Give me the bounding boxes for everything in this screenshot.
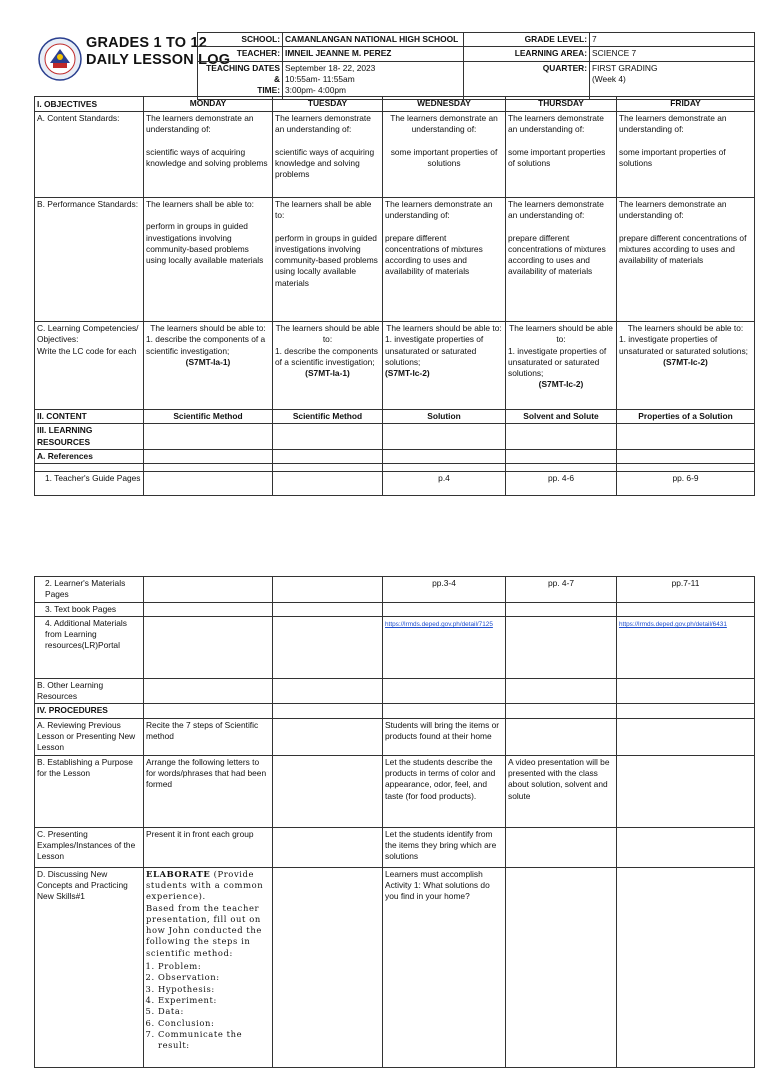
teachers-guide-row xyxy=(35,472,755,496)
quarter-week: (Week 4) xyxy=(592,73,626,84)
procedure-c-wednesday: Let the students identify from the items they bring which are solutions xyxy=(383,827,506,867)
learners-materials-thursday: pp. 4-7 xyxy=(506,577,617,603)
cell-intro: The learners demonstrate an understanding of: xyxy=(146,113,254,135)
elaborate-instructions: Based from the teacher presentation, fill out on how John conducted the following the steps in scientific method: xyxy=(146,902,262,958)
row-label: II. CONTENT xyxy=(35,410,144,424)
additional-materials-friday xyxy=(617,616,755,678)
learning-area-value: SCIENCE 7 xyxy=(590,47,755,61)
performance-standard-tuesday xyxy=(273,198,383,322)
cell-intro: The learners demonstrate an understanding of: xyxy=(508,199,604,221)
cell-body: scientific ways of acquiring knowledge and solving problems xyxy=(275,146,375,180)
textbook-row xyxy=(35,602,755,616)
header-info-table xyxy=(197,32,755,100)
row-label: 2. Learner's Materials Pages xyxy=(35,577,144,603)
cell-intro: The learners demonstrate an understanding of: xyxy=(275,113,371,135)
row-label: A. Content Standards: xyxy=(35,112,144,198)
cell-intro: The learners should be able to: xyxy=(386,323,502,333)
row-label: B. Performance Standards: xyxy=(35,198,144,322)
list-item: 5. Data: xyxy=(158,1006,270,1017)
teaching-date-range: September 18- 22, 2023 xyxy=(285,62,376,73)
teacher-label: TEACHER: xyxy=(198,47,283,61)
cell-body: prepare different concentrations of mixtures according to uses and availability of materials xyxy=(508,232,606,277)
competency-monday xyxy=(144,322,273,410)
additional-materials-row xyxy=(35,616,755,678)
teaching-dates-label-line-1: TEACHING DATES & xyxy=(206,62,280,84)
row-label: 4. Additional Materials from Learning resources(LR)Portal xyxy=(35,616,144,678)
competency-friday xyxy=(617,322,755,410)
teaching-dates-label xyxy=(198,61,283,99)
cell-intro: The learners should be able to: xyxy=(275,323,380,345)
procedure-b-thursday: A video presentation will be presented with the class about solution, solvent and solute xyxy=(506,755,617,827)
cell-body: some important properties of solutions xyxy=(390,146,498,168)
day-header-thursday: THURSDAY xyxy=(506,97,617,112)
grade-level-label: GRADE LEVEL: xyxy=(464,33,590,47)
procedure-a-row xyxy=(35,718,755,755)
list-item: 1. Problem: xyxy=(158,961,270,972)
elaborate-intro xyxy=(146,869,270,903)
cell-intro: The learners shall be able to: xyxy=(275,199,372,221)
teachers-guide-thursday: pp. 4-6 xyxy=(506,472,617,496)
cell-intro: The learners demonstrate an understanding of: xyxy=(508,113,604,135)
cell-body: 1. investigate properties of unsaturated or saturated solutions; xyxy=(508,345,607,379)
row-label: B. Other Learning Resources xyxy=(35,678,144,704)
learners-materials-friday: pp.7-11 xyxy=(617,577,755,603)
objectives-heading: I. OBJECTIVES xyxy=(35,97,144,112)
list-item: 4. Experiment: xyxy=(158,995,270,1006)
elaborate-subtitle: (Provide students with a common experience). xyxy=(146,868,264,902)
teachers-guide-tuesday xyxy=(273,472,383,496)
competencies-label-1: C. Learning Competencies/ xyxy=(37,323,139,333)
lesson-log-header xyxy=(34,32,754,96)
competencies-label-3: Write the LC code for each xyxy=(37,345,137,356)
cell-body: perform in groups in guided investigations involving community-based problems using locally available materials xyxy=(275,232,378,288)
cell-body: scientific ways of acquiring knowledge and solving problems xyxy=(146,146,268,168)
content-standard-monday xyxy=(144,112,273,198)
lesson-log-page-1 xyxy=(34,32,754,504)
content-standard-friday xyxy=(617,112,755,198)
row-label: A. References xyxy=(35,449,144,463)
cell-intro: The learners should be able to: xyxy=(627,323,744,333)
row-label: III. LEARNING RESOURCES xyxy=(35,424,144,450)
day-header-tuesday: TUESDAY xyxy=(273,97,383,112)
teachers-guide-wednesday: p.4 xyxy=(383,472,506,496)
learners-materials-monday xyxy=(144,577,273,603)
day-header-friday: FRIDAY xyxy=(617,97,755,112)
cell-body: prepare different concentrations of mixtures according to uses and availability of materials xyxy=(385,232,483,277)
procedure-b-wednesday: Let the students describe the products in terms of color and appearance, odor, feel, and taste (for food products). xyxy=(383,755,506,827)
objectives-table xyxy=(34,96,755,496)
school-value: CAMANLANGAN NATIONAL HIGH SCHOOL xyxy=(283,33,464,47)
row-label xyxy=(35,322,144,410)
performance-standard-thursday xyxy=(506,198,617,322)
row-label: 1. Teacher's Guide Pages xyxy=(35,472,144,496)
procedures-table xyxy=(34,576,755,1068)
row-label: A. Reviewing Previous Lesson or Presenting New Lesson xyxy=(35,718,144,755)
performance-standard-friday xyxy=(617,198,755,322)
cell-body: 1. investigate properties of unsaturated or saturated solutions; xyxy=(619,334,748,356)
cell-body: 1. investigate properties of unsaturated or saturated solutions; xyxy=(385,334,484,367)
content-row xyxy=(35,410,755,424)
teaching-time-1: 10:55am- 11:55am xyxy=(285,73,355,84)
procedure-c-monday: Present it in front each group xyxy=(144,827,273,867)
learners-materials-tuesday xyxy=(273,577,383,603)
competency-thursday xyxy=(506,322,617,410)
row-label: IV. PROCEDURES xyxy=(35,704,144,718)
procedure-a-monday: Recite the 7 steps of Scientific method xyxy=(144,718,273,755)
lesson-log-page-2 xyxy=(34,576,754,1051)
deped-seal-icon xyxy=(38,37,82,81)
cell-body: 1. describe the components of a scientific investigation; xyxy=(275,345,378,367)
content-monday: Scientific Method xyxy=(144,410,273,424)
quarter-value xyxy=(590,61,755,99)
procedure-c-row xyxy=(35,827,755,867)
cell-body: some important properties of solutions xyxy=(508,146,606,168)
learning-area-label: LEARNING AREA: xyxy=(464,47,590,61)
cell-intro: The learners should be able to: xyxy=(509,323,613,345)
day-header-wednesday: WEDNESDAY xyxy=(383,97,506,112)
cell-intro: The learners demonstrate an understanding of: xyxy=(390,113,498,135)
learners-materials-wednesday: pp.3-4 xyxy=(383,577,506,603)
day-header-monday: MONDAY xyxy=(144,97,273,112)
form-title-line-1: GRADES 1 TO 12 xyxy=(86,35,207,51)
content-thursday: Solvent and Solute xyxy=(506,410,617,424)
teacher-value: IMNEIL JEANNE M. PEREZ xyxy=(283,47,464,61)
list-item: 3. Hypothesis: xyxy=(158,984,270,995)
form-title-line-2: DAILY LESSON LOG xyxy=(86,52,231,68)
content-tuesday: Scientific Method xyxy=(273,410,383,424)
teaching-dates-value xyxy=(283,61,464,99)
teachers-guide-friday: pp. 6-9 xyxy=(617,472,755,496)
content-wednesday: Solution xyxy=(383,410,506,424)
teaching-time-2: 3:00pm- 4:00pm xyxy=(285,85,346,96)
teachers-guide-monday xyxy=(144,472,273,496)
lr-portal-link[interactable]: https://lrmds.deped.gov.ph/detail/6431 xyxy=(619,620,727,628)
performance-standard-monday xyxy=(144,198,273,322)
procedure-b-monday: Arrange the following letters to for words/phrases that had been formed xyxy=(144,755,273,827)
list-item: 2. Observation: xyxy=(158,972,270,983)
competencies-row xyxy=(35,322,755,410)
learning-resources-row xyxy=(35,424,755,450)
additional-materials-wednesday xyxy=(383,616,506,678)
quarter-name: FIRST GRADING xyxy=(592,62,658,73)
row-label: 3. Text book Pages xyxy=(35,602,144,616)
procedure-d-monday xyxy=(144,867,273,1067)
content-standards-row xyxy=(35,112,755,198)
competency-tuesday xyxy=(273,322,383,410)
quarter-label: QUARTER: xyxy=(464,61,590,99)
lc-code: (S7MT-Ia-1) xyxy=(305,368,350,379)
content-friday: Properties of a Solution xyxy=(617,410,755,424)
competencies-label-2: Objectives: xyxy=(37,334,79,345)
school-label: SCHOOL: xyxy=(198,33,283,47)
lc-code: (S7MT-Ic-2) xyxy=(663,356,708,367)
references-row xyxy=(35,449,755,463)
list-item: 7. Communicate the result: xyxy=(158,1029,270,1052)
cell-intro: The learners demonstrate an understanding of: xyxy=(385,199,493,221)
teaching-dates-label-line-2: TIME: xyxy=(257,85,280,96)
cell-body: 1. describe the components of a scientific investigation; xyxy=(146,334,266,356)
competency-wednesday xyxy=(383,322,506,410)
cell-intro: The learners demonstrate an understanding of: xyxy=(619,113,727,135)
cell-body: some important properties of solutions xyxy=(619,146,726,168)
cell-body: prepare different concentrations of mixtures according to uses and availability of materials xyxy=(619,232,747,266)
lc-code: (S7MT-Ic-2) xyxy=(538,379,584,390)
grade-level-value: 7 xyxy=(590,33,755,47)
content-standard-tuesday xyxy=(273,112,383,198)
lc-code: (S7MT-Ia-1) xyxy=(185,356,231,367)
cell-intro: The learners demonstrate an understanding of: xyxy=(619,199,727,221)
cell-body: perform in groups in guided investigations involving community-based problems using locally available materials xyxy=(146,221,264,266)
lc-code: (S7MT-Ic-2) xyxy=(385,368,430,379)
other-resources-row xyxy=(35,678,755,704)
row-label: D. Discussing New Concepts and Practicing New Skills#1 xyxy=(35,867,144,1067)
procedures-row xyxy=(35,704,755,718)
cell-intro: The learners should be able to: xyxy=(150,323,266,333)
learners-materials-row xyxy=(35,577,755,603)
row-label: B. Establishing a Purpose for the Lesson xyxy=(35,755,144,827)
scientific-method-steps xyxy=(158,961,270,1051)
procedure-d-row xyxy=(35,867,755,1067)
lr-portal-link[interactable]: https://lrmds.deped.gov.ph/detail/7125 xyxy=(385,620,493,628)
procedure-b-row xyxy=(35,755,755,827)
performance-standards-row xyxy=(35,198,755,322)
content-standard-thursday xyxy=(506,112,617,198)
content-standard-wednesday xyxy=(383,112,506,198)
row-label: C. Presenting Examples/Instances of the Lesson xyxy=(35,827,144,867)
performance-standard-wednesday xyxy=(383,198,506,322)
list-item: 6. Conclusion: xyxy=(158,1018,270,1029)
cell-intro: The learners shall be able to: xyxy=(146,199,255,209)
procedure-d-wednesday: Learners must accomplish Activity 1: What solutions do you find in your home? xyxy=(383,867,506,1067)
procedure-a-wednesday: Students will bring the items or products found at their home xyxy=(383,718,506,755)
elaborate-heading: ELABORATE xyxy=(146,868,211,879)
